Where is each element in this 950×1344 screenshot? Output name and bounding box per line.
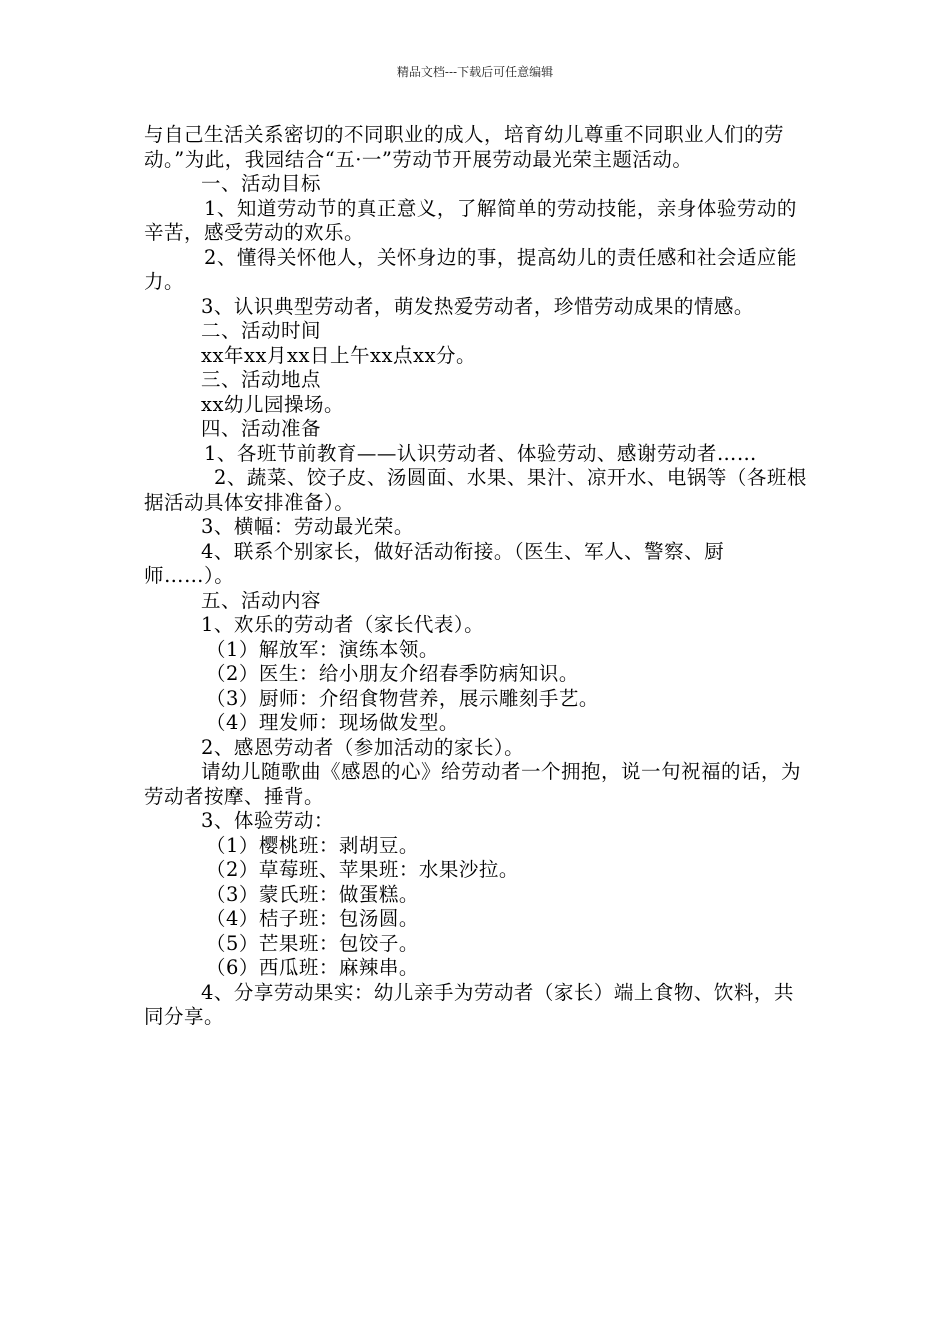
page-header: 精品文档---下载后可任意编辑 xyxy=(396,65,554,79)
paragraph: （1）樱桃班：剥胡豆。 xyxy=(206,833,419,857)
paragraph: xx年xx月xx日上午xx点xx分。 xyxy=(201,343,476,367)
paragraph: 1、欢乐的劳动者（家长代表）。 xyxy=(201,613,485,636)
paragraph: 与自己生活关系密切的不同职业的成人，培育幼儿尊重不同职业人们的劳动。”为此，我园结合“五·一”劳动节开展劳动最光荣主题活动。 xyxy=(144,123,785,171)
paragraph: （2）医生：给小朋友介绍春季防病知识。 xyxy=(206,662,579,685)
paragraph: （5）芒果班：包饺子。 xyxy=(206,931,419,955)
paragraph: （6）西瓜班：麻辣串。 xyxy=(206,956,419,979)
paragraph: 四、活动准备 xyxy=(201,417,322,440)
paragraph: 三、活动地点 xyxy=(201,368,322,391)
paragraph: 1、各班节前教育——认识劳动者、体验劳动、感谢劳动者…… xyxy=(204,441,757,465)
paragraph: 一、活动目标 xyxy=(201,172,322,195)
paragraph: 五、活动内容 xyxy=(201,588,322,612)
paragraph: 4、分享劳动果实：幼儿亲手为劳动者（家长）端上食物、饮料，共同分享。 xyxy=(144,980,794,1028)
paragraph: （3）厨师：介绍食物营养，展示雕刻手艺。 xyxy=(206,686,599,710)
paragraph: 请幼儿随歌曲《感恩的心》给劳动者一个拥抱，说一句祝福的话，为劳动者按摩、捶背。 xyxy=(144,760,802,808)
paragraph: 3、横幅：劳动最光荣。 xyxy=(201,515,414,538)
paragraph: （3）蒙氏班：做蛋糕。 xyxy=(206,882,419,906)
document-body xyxy=(144,123,808,1030)
paragraph: 1、知道劳动节的真正意义，了解简单的劳动技能，亲身体验劳动的辛苦，感受劳动的欢乐。 xyxy=(144,196,797,244)
paragraph: （1）解放军：演练本领。 xyxy=(206,637,439,661)
paragraph: 2、感恩劳动者（参加活动的家长）。 xyxy=(201,735,525,759)
paragraph: 3、认识典型劳动者，萌发热爱劳动者，珍惜劳动成果的情感。 xyxy=(201,294,754,318)
paragraph: （4）桔子班：包汤圆。 xyxy=(206,907,419,930)
paragraph: 4、联系个别家长，做好活动衔接。（医生、军人、警察、厨师……）。 xyxy=(144,539,725,587)
paragraph: xx幼儿园操场。 xyxy=(201,392,344,416)
paragraph: 2、懂得关怀他人，关怀身边的事，提高幼儿的责任感和社会适应能力。 xyxy=(144,245,797,293)
paragraph: 二、活动时间 xyxy=(201,319,322,342)
paragraph: （4）理发师：现场做发型。 xyxy=(206,711,459,734)
paragraph: 2、蔬菜、饺子皮、汤圆面、水果、果汁、凉开水、电锅等（各班根据活动具体安排准备）。 xyxy=(144,466,807,514)
paragraph: 3、体验劳动： xyxy=(201,809,334,832)
paragraph: （2）草莓班、苹果班：水果沙拉。 xyxy=(206,858,519,881)
